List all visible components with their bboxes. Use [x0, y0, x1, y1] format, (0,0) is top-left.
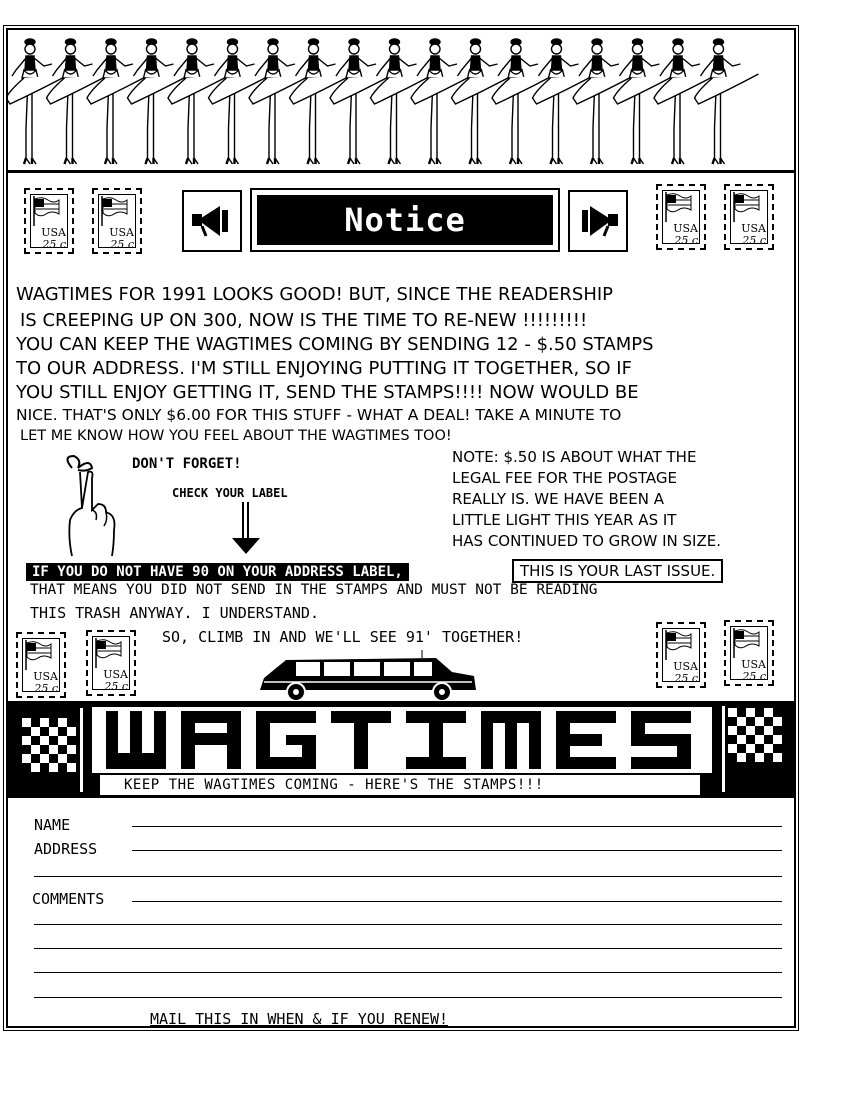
postage-stamp: [724, 620, 774, 686]
dancer: [411, 39, 475, 164]
dancer: [492, 39, 556, 164]
climb-in-text: SO, CLIMB IN AND WE'LL SEE 91' TOGETHER!: [162, 628, 524, 646]
dancer: [452, 39, 516, 164]
banner-letter: [256, 711, 316, 769]
stamp-value: 25 c: [104, 680, 128, 693]
address-label-warning: IF YOU DO NOT HAVE 90 ON YOUR ADDRESS LABEL,: [26, 563, 409, 581]
stamp-value: 25 c: [110, 238, 134, 251]
dancer: [654, 39, 718, 164]
stamp-country: USA: [109, 226, 134, 239]
dancer: [128, 39, 192, 164]
megaphone-right-icon: [568, 190, 628, 252]
banner-letter: [631, 711, 691, 769]
stamp-country: USA: [673, 660, 698, 673]
dancer: [573, 39, 637, 164]
paragraph-line: TO OUR ADDRESS. I'M STILL ENJOYING PUTTING IT TOGETHER, SO IF: [16, 358, 632, 379]
postage-stamp: [656, 622, 706, 688]
postage-stamp: [16, 632, 66, 698]
dancer: [290, 39, 354, 164]
postage-stamp: [92, 188, 142, 254]
banner-letter: [481, 711, 541, 769]
dont-forget-text: DON'T FORGET!: [132, 456, 242, 472]
address-label: ADDRESS: [34, 840, 98, 858]
checkered-flag-right-icon: [726, 706, 784, 764]
comments-field-line[interactable]: [34, 972, 782, 973]
stamp-country: USA: [741, 222, 766, 235]
checkered-flag-left-icon: [20, 716, 78, 774]
paragraph-line: YOU STILL ENJOY GETTING IT, SEND THE STAMPS!!!! NOW WOULD BE: [16, 382, 639, 403]
stamp-value: 25 c: [674, 672, 698, 685]
note-line: LITTLE LIGHT THIS YEAR AS IT: [452, 511, 677, 529]
comments-field-line[interactable]: [34, 997, 782, 998]
dancer: [330, 39, 394, 164]
banner-letter: [406, 711, 466, 769]
check-label-text: CHECK YOUR LABEL: [172, 486, 288, 500]
banner-title-letters: [92, 707, 712, 773]
dancer: [8, 39, 70, 164]
warning-line: THIS TRASH ANYWAY. I UNDERSTAND.: [30, 604, 319, 622]
dancers-illustration: [8, 30, 794, 173]
stamp-country: USA: [673, 222, 698, 235]
dancer: [249, 39, 313, 164]
banner-letter: [331, 711, 391, 769]
note-line: LEGAL FEE FOR THE POSTAGE: [452, 469, 677, 487]
paragraph-line: YOU CAN KEEP THE WAGTIMES COMING BY SENDING 12 - $.50 STAMPS: [16, 334, 654, 355]
stamp-country: USA: [103, 668, 128, 681]
dancer: [87, 39, 151, 164]
comments-field[interactable]: [132, 901, 782, 902]
banner-letter: [181, 711, 241, 769]
paragraph-line: NICE. THAT'S ONLY $6.00 FOR THIS STUFF - WHAT A DEAL! TAKE A MINUTE TO: [16, 406, 622, 424]
banner-title: [92, 707, 712, 773]
dancer: [168, 39, 232, 164]
page-border: [6, 28, 796, 1028]
kick-line-dancers: [8, 30, 794, 168]
postage-stamp: [724, 184, 774, 250]
dancer: [47, 39, 111, 164]
stamp-value: 25 c: [674, 234, 698, 247]
banner-letter: [106, 711, 166, 769]
stamp-country: USA: [41, 226, 66, 239]
megaphone-left-icon: [182, 190, 242, 252]
banner-letter: [556, 711, 616, 769]
note-line: REALLY IS. WE HAVE BEEN A: [452, 490, 664, 508]
paragraph-line: LET ME KNOW HOW YOU FEEL ABOUT THE WAGTIMES TOO!: [20, 428, 452, 444]
flag-pole-left: [80, 708, 83, 792]
last-issue-box: THIS IS YOUR LAST ISSUE.: [512, 559, 723, 583]
stamp-country: USA: [741, 658, 766, 671]
finger-string-icon: [52, 448, 124, 562]
warning-line: THAT MEANS YOU DID NOT SEND IN THE STAMPS AND MUST NOT BE READING: [30, 582, 598, 598]
mail-in-instruction: MAIL THIS IN WHEN & IF YOU RENEW!: [150, 1010, 449, 1028]
station-wagon-icon: [256, 648, 482, 706]
comments-field-line[interactable]: [34, 948, 782, 949]
notice-header: [250, 188, 560, 252]
address-field-line-2[interactable]: [34, 876, 782, 877]
stamp-value: 25 c: [742, 670, 766, 683]
dancer: [614, 39, 678, 164]
note-line: HAS CONTINUED TO GROW IN SIZE.: [452, 532, 721, 550]
dancer: [695, 39, 759, 164]
name-field[interactable]: [132, 826, 782, 827]
paragraph-line: WAGTIMES FOR 1991 LOOKS GOOD! BUT, SINCE THE READERSHIP: [16, 284, 614, 305]
notice-title: Notice: [257, 195, 553, 245]
stamp-value: 25 c: [742, 234, 766, 247]
comments-label: COMMENTS: [32, 890, 105, 908]
stamp-country: USA: [33, 670, 58, 683]
stamp-value: 25 c: [42, 238, 66, 251]
stamp-value: 25 c: [34, 682, 58, 695]
dancer: [209, 39, 273, 164]
flag-pole-right: [722, 706, 725, 792]
paragraph-line: IS CREEPING UP ON 300, NOW IS THE TIME TO RE-NEW !!!!!!!!!: [20, 310, 588, 331]
address-field[interactable]: [132, 850, 782, 851]
postage-stamp: [86, 630, 136, 696]
dancer: [371, 39, 435, 164]
dancer: [533, 39, 597, 164]
note-line: NOTE: $.50 IS ABOUT WHAT THE: [452, 448, 697, 466]
banner-subtitle: KEEP THE WAGTIMES COMING - HERE'S THE STAMPS!!!: [100, 775, 700, 795]
postage-stamp: [24, 188, 74, 254]
comments-field-line[interactable]: [34, 924, 782, 925]
name-label: NAME: [34, 816, 71, 834]
postage-stamp: [656, 184, 706, 250]
down-arrow-icon: [230, 502, 262, 558]
